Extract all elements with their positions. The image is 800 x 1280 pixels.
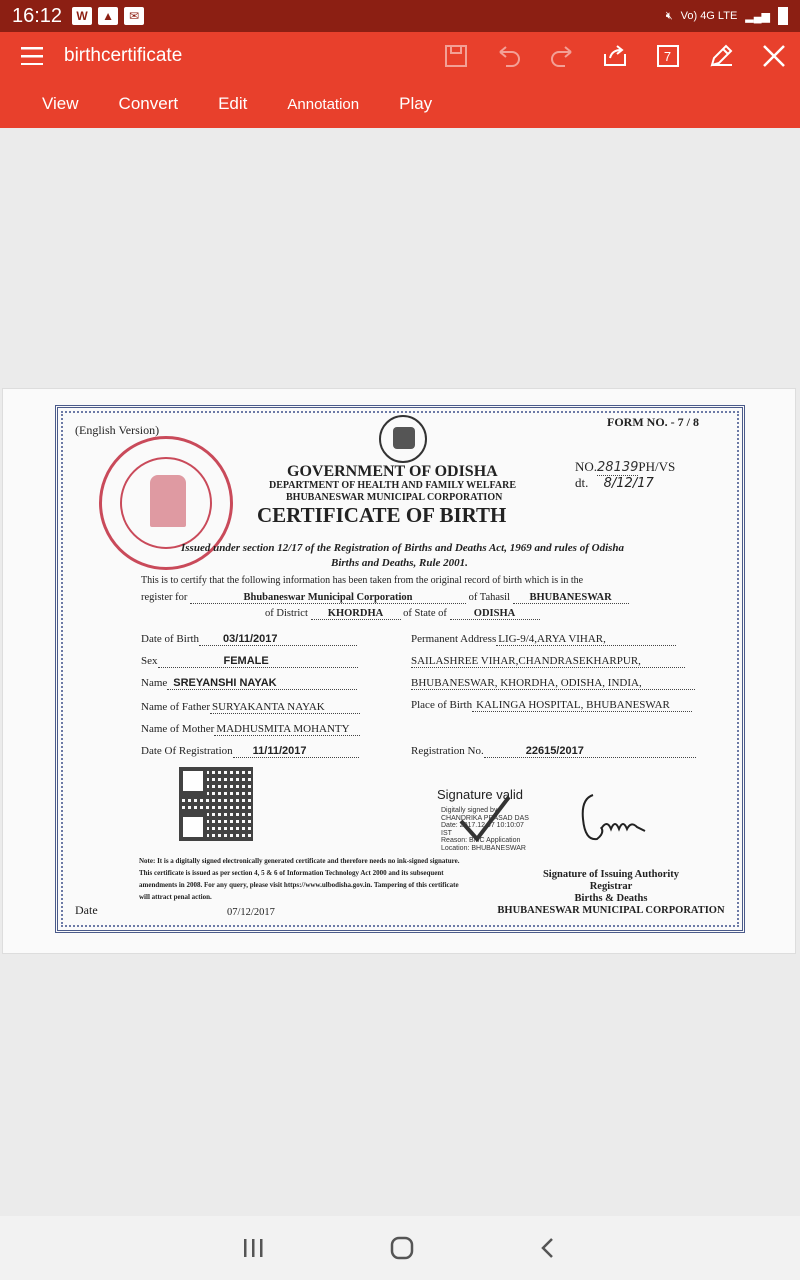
state-value: ODISHA: [450, 608, 540, 620]
qr-code: [179, 767, 253, 841]
page-count-icon[interactable]: [641, 32, 694, 80]
certificate-title: CERTIFICATE OF BIRTH: [257, 503, 507, 527]
gov-heading: GOVERNMENT OF ODISHA: [287, 463, 498, 480]
undo-icon[interactable]: [482, 32, 535, 80]
name-label: Name: [141, 677, 168, 689]
permanent-address-label: Permanent Address: [411, 633, 497, 645]
home-icon[interactable]: [389, 1235, 415, 1261]
register-for-label: register for: [141, 592, 188, 603]
edit-pen-icon[interactable]: [694, 32, 747, 80]
status-time: 16:12: [12, 4, 63, 27]
signature-details: Digitally signed by CHANDRIKA PRASAD DAS Date: 2017.12.07 10:10:07 IST Reason: BMC Application Location: BHUBANESWAR: [441, 807, 529, 852]
english-version: (English Version): [75, 423, 160, 437]
dt-label: dt.: [575, 475, 589, 490]
valid-check-icon: [457, 793, 513, 845]
dob-label: Date of Birth: [141, 633, 200, 645]
back-icon[interactable]: [538, 1236, 558, 1260]
perm-address-line2: SAILASHREE VIHAR,CHANDRASEKHARPUR,: [411, 655, 685, 668]
image-icon: ▲: [98, 7, 118, 25]
battery-icon: [778, 7, 788, 25]
register-value: Bhubaneswar Municipal Corporation: [190, 592, 466, 604]
issued-under: Issued under section 12/17 of the Registration of Births and Deaths Act, 1969 and rules of Odisha: [181, 542, 625, 554]
sex-label: Sex: [141, 655, 158, 667]
tab-edit[interactable]: Edit: [218, 94, 248, 113]
wps-icon: W: [72, 7, 92, 25]
save-icon[interactable]: [429, 32, 482, 80]
mother-name: MADHUSMITA MOHANTY: [214, 723, 360, 736]
certify-line: This is to certify that the following information has been taken from the original record of birth which is in the: [141, 575, 584, 586]
issuing-authority: Signature of Issuing Authority Registrar Births & Deaths BHUBANESWAR MUNICIPAL CORPORATION: [497, 869, 725, 916]
signal-icon: ▂▄▆: [745, 10, 770, 23]
state-label: of State of: [403, 608, 447, 619]
handwritten-signature: [571, 789, 651, 853]
status-bar: [0, 0, 800, 32]
recent-apps-icon[interactable]: [242, 1237, 266, 1259]
dt-value: 8/12/17: [603, 476, 654, 491]
father-label: Name of Father: [141, 701, 211, 713]
document-title: birthcertificate: [64, 45, 183, 66]
form-number: FORM NO. - 7 / 8: [607, 415, 699, 429]
certificate-number: 28139: [597, 460, 639, 475]
tahasil-value: BHUBANESWAR: [513, 592, 629, 604]
document-page[interactable]: [2, 388, 796, 954]
registration-no-label: Registration No.: [411, 745, 484, 757]
dob-value: 03/11/2017: [199, 633, 357, 646]
mother-label: Name of Mother: [141, 723, 215, 735]
date-value: 07/12/2017: [227, 907, 275, 918]
place-of-birth-label: Place of Birth: [411, 699, 473, 711]
district-label: of District: [265, 608, 308, 619]
mail-icon: ✉: [124, 7, 144, 25]
registration-no: 22615/2017: [484, 745, 696, 758]
emblem-icon: [150, 475, 186, 527]
signature-valid: Signature valid: [437, 787, 523, 802]
redo-icon[interactable]: [535, 32, 588, 80]
perm-address-line3: BHUBANESWAR, KHORDHA, ODISHA, INDIA,: [411, 677, 695, 690]
dor-value: 11/11/2017: [233, 745, 359, 758]
no-suffix: PH/VS: [638, 459, 676, 474]
place-of-birth: KALINGA HOSPITAL, BHUBANESWAR: [472, 699, 692, 712]
perm-address-line1: LIG-9/4,ARYA VIHAR,: [496, 633, 676, 646]
issued-under-2: Births and Deaths, Rule 2001.: [331, 557, 468, 569]
tab-play[interactable]: Play: [399, 94, 433, 113]
tab-convert[interactable]: Convert: [118, 94, 179, 113]
mute-icon: 🔇︎: [665, 9, 673, 22]
father-name: SURYAKANTA NAYAK: [210, 701, 360, 714]
page-number: 7: [657, 45, 679, 67]
child-name: SREYANSHI NAYAK: [167, 677, 357, 690]
odisha-emblem-icon: [379, 415, 427, 463]
tahasil-label: of Tahasil: [468, 592, 510, 603]
corp-heading: BHUBANESWAR MUNICIPAL CORPORATION: [286, 492, 503, 503]
tab-view[interactable]: View: [42, 94, 79, 113]
dor-label: Date Of Registration: [141, 745, 233, 757]
sex-value: FEMALE: [158, 655, 358, 668]
close-icon[interactable]: [747, 32, 800, 80]
tab-annotation[interactable]: Annotation: [287, 95, 360, 113]
system-nav-bar: [0, 1216, 800, 1280]
share-icon[interactable]: [588, 32, 641, 80]
note-text: Note: It is a digitally signed electronically generated certificate and therefore needs no ink-signed signature. This certificate is issued as per section 4, 5 & 6 of Information Technology Act 2000 and its subsequent amendments in 2008. For any query, please visit https://www.ulbodisha.gov.in. Tampering of this certificate will attract penal action.: [139, 857, 460, 901]
district-value: KHORDHA: [311, 608, 401, 620]
network-label: Vo) 4G LTE: [680, 10, 738, 22]
tab-bar: [0, 80, 800, 128]
date-label: Date: [75, 903, 98, 917]
menu-icon[interactable]: [0, 32, 64, 80]
no-label: NO.: [575, 459, 598, 474]
dept-heading: DEPARTMENT OF HEALTH AND FAMILY WELFARE: [269, 480, 516, 491]
app-toolbar: [0, 32, 800, 80]
